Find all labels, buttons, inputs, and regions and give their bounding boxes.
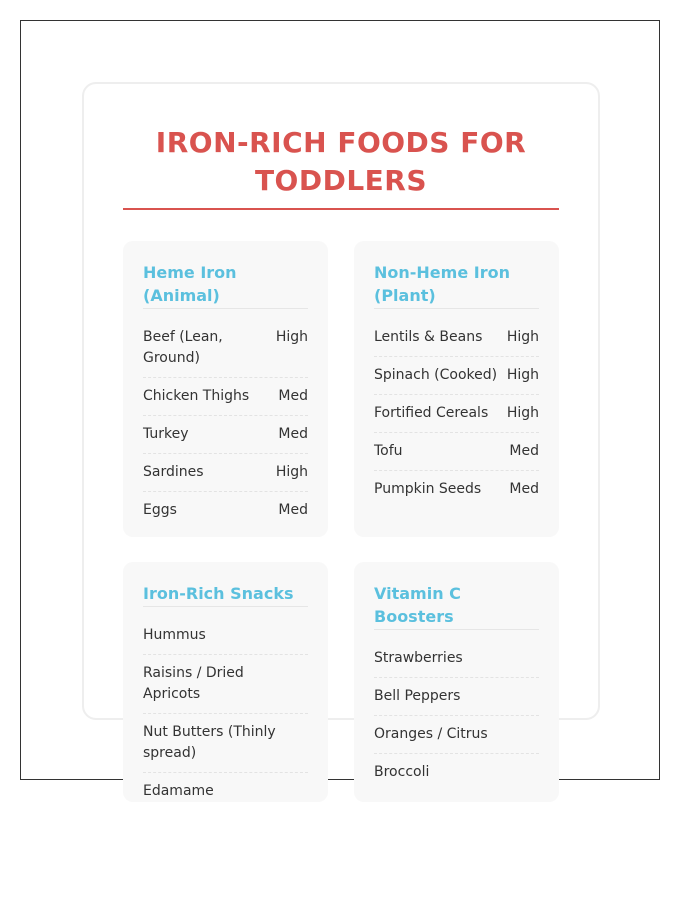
iron-level: High: [275, 329, 308, 345]
food-name: Pumpkin Seeds: [374, 481, 482, 497]
section-heme-iron: [123, 241, 328, 537]
list-item: [143, 773, 308, 810]
list-item: [374, 678, 539, 716]
list-item: [143, 492, 308, 529]
food-name: Lentils & Beans: [374, 329, 483, 345]
food-name: Spinach (Cooked): [374, 367, 498, 383]
list-item: [374, 433, 539, 471]
title-divider: [123, 208, 559, 210]
iron-level: Med: [509, 443, 539, 459]
food-name: Bell Peppers: [374, 688, 461, 704]
food-name: Eggs: [143, 502, 177, 518]
food-name: Raisins / Dried Apricots: [143, 665, 244, 702]
section-non-heme-iron: [354, 241, 559, 537]
list-item: [143, 319, 308, 378]
list-item: [143, 454, 308, 492]
list-item: [143, 378, 308, 416]
section-heading: Iron-Rich Snacks: [143, 582, 308, 607]
list-item: [374, 357, 539, 395]
list-item: [143, 416, 308, 454]
list-item: [374, 471, 539, 508]
iron-level: Med: [509, 481, 539, 497]
iron-level: High: [275, 464, 308, 480]
list-item: [374, 640, 539, 678]
section-iron-rich-snacks: [123, 562, 328, 802]
iron-level: Med: [278, 426, 308, 442]
food-name: Oranges / Citrus: [374, 726, 488, 742]
food-name: Strawberries: [374, 650, 463, 666]
page-title: IRON-RICH FOODS FOR TODDLERS: [155, 126, 527, 197]
list-item: [143, 617, 308, 655]
food-name: Broccoli: [374, 764, 430, 780]
iron-level: Med: [278, 388, 308, 404]
list-item: [374, 395, 539, 433]
list-item: [374, 716, 539, 754]
food-name: Sardines: [143, 464, 204, 480]
iron-level: High: [506, 329, 539, 345]
list-item: [374, 754, 539, 791]
iron-level: High: [506, 367, 539, 383]
food-name: Tofu: [374, 443, 403, 459]
section-heading: Heme Iron (Animal): [143, 261, 308, 309]
section-heading: Non-Heme Iron (Plant): [374, 261, 539, 309]
food-name: Beef (Lean, Ground): [143, 329, 223, 366]
food-name: Fortified Cereals: [374, 405, 489, 421]
iron-level: Med: [278, 502, 308, 518]
food-name: Chicken Thighs: [143, 388, 250, 404]
list-item: [143, 655, 308, 714]
food-name: Edamame: [143, 783, 214, 799]
food-name: Nut Butters (Thinly spread): [143, 724, 276, 761]
list-item: [374, 319, 539, 357]
food-name: Turkey: [143, 426, 189, 442]
section-heading: Vitamin C Boosters: [374, 582, 539, 630]
iron-level: High: [506, 405, 539, 421]
section-vitamin-c-boosters: [354, 562, 559, 802]
food-name: Hummus: [143, 627, 206, 643]
list-item: [143, 714, 308, 773]
